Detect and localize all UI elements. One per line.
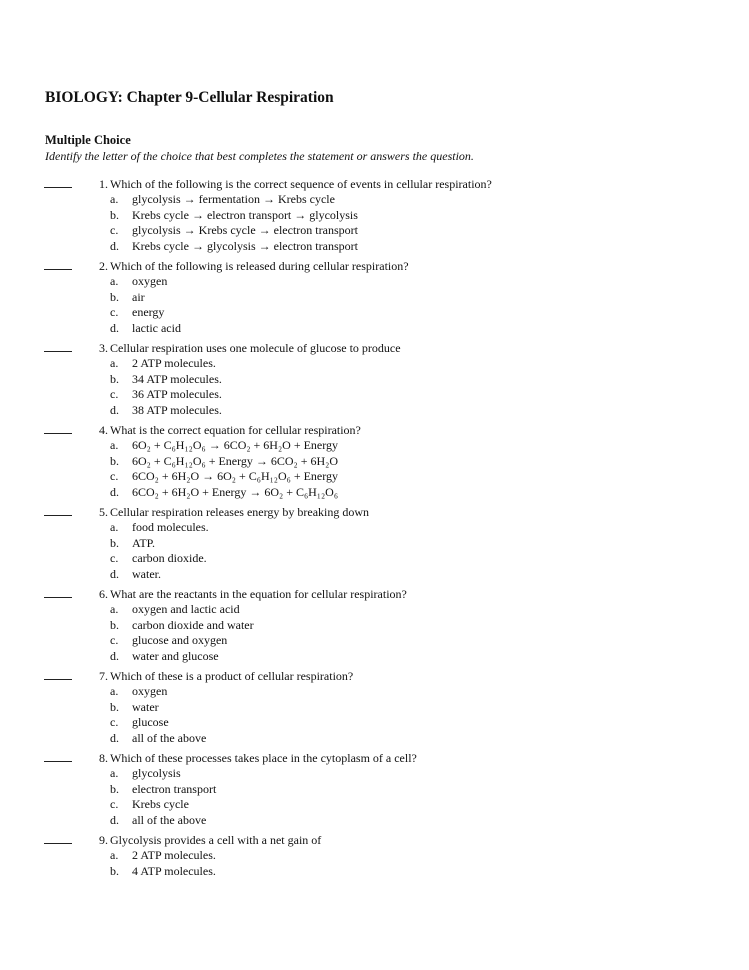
choice-letter: d.: [110, 648, 119, 663]
choice-letter: a.: [110, 356, 119, 370]
choice-text: water: [132, 699, 159, 714]
choice-letter: c.: [110, 305, 119, 319]
choice-text: lactic acid: [132, 320, 181, 335]
choice-text: glycolysis → fermentation → Krebs cycle: [132, 192, 335, 206]
choice-text: 38 ATP molecules.: [132, 402, 222, 417]
question-item: [0, 503, 749, 585]
choice-text: ATP.: [132, 535, 156, 550]
question-item: [0, 667, 749, 749]
choice-text: water.: [132, 566, 161, 581]
answer-blank[interactable]: [44, 269, 72, 270]
answer-blank[interactable]: [44, 433, 72, 434]
choice-text: Krebs cycle → electron transport → glycolysis: [132, 207, 358, 222]
question-number: 3.: [99, 341, 108, 355]
question-item: [0, 421, 749, 503]
choice-text: glycolysis: [132, 766, 181, 780]
choice-text: 36 ATP molecules.: [132, 387, 222, 401]
choice-text: 4 ATP molecules.: [132, 863, 216, 878]
question-number: 4.: [99, 423, 108, 437]
choice-letter: a.: [110, 766, 119, 780]
question-text: Which of these is a product of cellular respiration?: [110, 669, 354, 683]
section-title: Multiple Choice: [45, 133, 131, 147]
choice-letter: c.: [110, 797, 119, 811]
choice-letter: c.: [110, 633, 119, 647]
choice-text: all of the above: [132, 730, 207, 745]
question-item: [0, 831, 749, 891]
question-item: [0, 257, 749, 339]
choice-letter: a.: [110, 192, 119, 206]
choice-text: all of the above: [132, 812, 207, 827]
choice-letter: a.: [110, 274, 119, 288]
answer-blank[interactable]: [44, 679, 72, 680]
choice-text: oxygen: [132, 684, 168, 698]
question-number: 6.: [99, 587, 108, 601]
choice-letter: d.: [110, 812, 119, 827]
choice-letter: c.: [110, 551, 119, 565]
choice-text: glucose and oxygen: [132, 633, 228, 647]
choice-text: carbon dioxide.: [132, 551, 207, 565]
choice-letter: d.: [110, 484, 119, 499]
choice-text: electron transport: [132, 781, 217, 796]
choice-text: carbon dioxide and water: [132, 617, 254, 632]
question-item: [0, 339, 749, 421]
choice-letter: a.: [110, 520, 119, 534]
choice-text: Krebs cycle → glycolysis → electron transport: [132, 238, 358, 253]
choice-text: 2 ATP molecules.: [132, 356, 216, 370]
question-item: [0, 175, 749, 257]
question-number: 9.: [99, 833, 108, 847]
choice-letter: a.: [110, 602, 119, 616]
choice-letter: a.: [110, 848, 119, 862]
choice-letter: c.: [110, 223, 119, 237]
choice-letter: d.: [110, 566, 119, 581]
question-number: 8.: [99, 751, 108, 765]
choice-letter: b.: [110, 617, 119, 632]
choice-text: 6CO₂ + 6H₂O + Energy → 6O₂ + C₆H₁₂O₆: [132, 484, 339, 499]
choice-letter: d.: [110, 402, 119, 417]
answer-blank[interactable]: [44, 843, 72, 844]
question-text: Cellular respiration uses one molecule of glucose to produce: [110, 341, 401, 355]
choice-text: air: [132, 289, 145, 304]
question-text: Which of the following is the correct sequence of events in cellular respiration?: [110, 177, 492, 191]
choice-text: glucose: [132, 715, 169, 729]
choice-letter: a.: [110, 438, 119, 452]
choice-text: 6CO₂ + 6H₂O → 6O₂ + C₆H₁₂O₆ + Energy: [132, 469, 339, 483]
choice-text: 34 ATP molecules.: [132, 371, 222, 386]
choice-letter: c.: [110, 387, 119, 401]
choice-text: 6O₂ + C₆H₁₂O₆ → 6CO₂ + 6H₂O + Energy: [132, 438, 339, 452]
choice-letter: d.: [110, 238, 119, 253]
question-text: Which of these processes takes place in the cytoplasm of a cell?: [110, 751, 417, 765]
choice-letter: d.: [110, 320, 119, 335]
answer-blank[interactable]: [44, 187, 72, 188]
question-text: Which of the following is released during cellular respiration?: [110, 259, 409, 273]
choice-letter: b.: [110, 289, 119, 304]
choice-text: water and glucose: [132, 648, 219, 663]
choice-letter: b.: [110, 781, 119, 796]
question-list: [0, 175, 749, 891]
question-number: 5.: [99, 505, 108, 519]
choice-text: energy: [132, 305, 165, 319]
choice-text: oxygen and lactic acid: [132, 602, 240, 616]
question-text: What is the correct equation for cellular respiration?: [110, 423, 361, 437]
choice-letter: b.: [110, 535, 119, 550]
choice-text: 2 ATP molecules.: [132, 848, 216, 862]
choice-letter: a.: [110, 684, 119, 698]
choice-text: food molecules.: [132, 520, 209, 534]
question-text: Glycolysis provides a cell with a net gain of: [110, 833, 322, 847]
question-item: [0, 585, 749, 667]
choice-text: oxygen: [132, 274, 168, 288]
instructions-text: Identify the letter of the choice that best completes the statement or answers the question.: [45, 149, 474, 163]
answer-blank[interactable]: [44, 515, 72, 516]
choice-letter: b.: [110, 371, 119, 386]
choice-letter: c.: [110, 469, 119, 483]
choice-letter: b.: [110, 453, 119, 468]
question-number: 1.: [99, 177, 108, 191]
choice-text: Krebs cycle: [132, 797, 189, 811]
answer-blank[interactable]: [44, 761, 72, 762]
question-item: [0, 749, 749, 831]
question-text: What are the reactants in the equation for cellular respiration?: [110, 587, 407, 601]
question-text: Cellular respiration releases energy by breaking down: [110, 505, 370, 519]
question-number: 2.: [99, 259, 108, 273]
page-title: BIOLOGY: Chapter 9-Cellular Respiration: [45, 89, 334, 106]
choice-letter: b.: [110, 863, 119, 878]
answer-blank[interactable]: [44, 351, 72, 352]
answer-blank[interactable]: [44, 597, 72, 598]
choice-text: glycolysis → Krebs cycle → electron transport: [132, 223, 358, 237]
choice-letter: c.: [110, 715, 119, 729]
choice-letter: b.: [110, 699, 119, 714]
choice-text: 6O₂ + C₆H₁₂O₆ + Energy → 6CO₂ + 6H₂O: [132, 453, 339, 468]
question-number: 7.: [99, 669, 108, 683]
choice-letter: d.: [110, 730, 119, 745]
choice-letter: b.: [110, 207, 119, 222]
